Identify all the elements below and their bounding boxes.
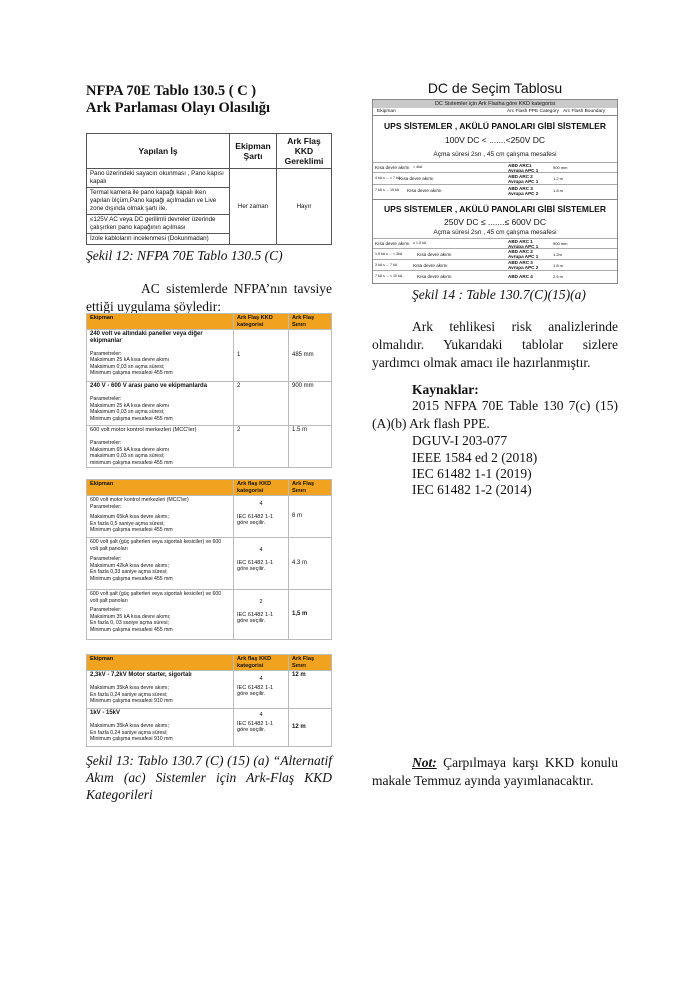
- equipment-title: 600 volt şalt (güç şalterleri veya sigortalı kesiciler) ve 600 volt şalt panoları: [90, 591, 222, 604]
- standard-note: IEC 61482 1-1 göre seçilir.: [237, 513, 274, 526]
- row-current: 1.5 kA ≤ ... < 3kA: [375, 252, 403, 256]
- block-2-voltage: 250V DC ≤ .......≤ 600V DC: [444, 217, 546, 227]
- param-line: Maksimum 65 kA kısa devre akımı: [90, 446, 169, 453]
- param-line: En fazla 0,5 saniye açma süresi;: [90, 520, 165, 527]
- param-line: En fazla 0,24 saniye açma süresi;: [90, 729, 168, 736]
- risk-paragraph: Ark tehlikesi risk analizlerinde olmalıdır. Yukarıdaki tablolar sizlere yardımcı olmak amacı ile hazırlanmıştır.: [372, 319, 618, 370]
- param-line: Maksimum 35kA kısa devre akımı;: [90, 685, 169, 691]
- param-line: Maksimum 25 kA kısa devre akımı: [90, 357, 169, 363]
- row-label: Kısa devre akımı: [375, 241, 410, 246]
- standard-note: IEC 61482 1-1 göre seçilir.: [237, 720, 274, 733]
- block-2-title: UPS SİSTEMLER , AKÜLÜ PANOLARI GİBİ SİSTEMLER: [384, 204, 606, 214]
- param-line: Parametreler:: [90, 440, 122, 446]
- category-value: 4: [259, 547, 263, 553]
- row-category: Avrupa APC 1: [508, 254, 539, 259]
- boundary-cell: 485 mm: [289, 330, 332, 382]
- row-boundary: 900 mm: [553, 165, 568, 170]
- equipment-title: 240 V - 600 V arası pano ve ekipmanlarda: [90, 383, 208, 389]
- equipment-title: 240 volt ve altındaki paneller veya diğer ekipmanlar: [90, 331, 203, 344]
- note-label: Not:: [412, 755, 437, 770]
- col-header-equipment: Ekipman: [87, 480, 234, 496]
- category-value: 4: [259, 501, 263, 507]
- table-row: [87, 538, 332, 590]
- col-header-condition: Ekipman Şartı: [230, 134, 277, 169]
- boundary-cell: 12 m: [289, 671, 332, 709]
- param-line: Minimum çalışma mesafesi 455 mm: [90, 626, 173, 633]
- caption-figure-12: Şekil 12: NFPA 70E Tablo 130.5 (C): [86, 248, 283, 263]
- block-divider: [373, 199, 617, 200]
- standard-note: IEC 61482 1-1 göre seçilir.: [237, 684, 274, 697]
- param-line: Parametreler:: [90, 607, 122, 613]
- col-header-boundary: Arc Flash Boundary: [563, 109, 606, 114]
- param-line: En fazla 0,33 saniye açma süresi;: [90, 569, 168, 575]
- row-boundary: 2.5 m: [553, 274, 564, 279]
- dc-table-title: DC de Seçim Tablosu: [427, 80, 563, 96]
- row-boundary: 1.8 m: [553, 263, 564, 268]
- ac-table-3: [86, 654, 332, 747]
- param-line: Minimum çalışma mesafesi 910 mm: [90, 698, 173, 704]
- col-header-category: Ark flaş KKD kategorisi: [234, 655, 289, 671]
- row-label: Kısa devre akımı: [417, 274, 452, 279]
- ppe-required-cell: Hayır: [277, 169, 332, 245]
- boundary-cell: 900 mm: [289, 382, 332, 426]
- table-row: [87, 426, 332, 468]
- row-current: < 4kA: [413, 165, 423, 169]
- param-line: Parametreler:: [90, 350, 122, 357]
- equipment-title: 600 volt şalt (güç şalterleri veya sigortalı kesiciler) ve 600 volt şalt panoları: [90, 539, 222, 552]
- reference-item: IEC 61482 1-2 (2014): [412, 482, 532, 497]
- row-label: Kısa devre akımı: [417, 252, 452, 257]
- nfpa-table-130-5: [86, 133, 332, 245]
- category-cell: 2: [234, 426, 289, 468]
- row-category: ABD ARC 4: [508, 274, 533, 279]
- row-current: 7 kA ≤ ... < 10 kA: [375, 274, 403, 278]
- reference-item: IEEE 1584 ed 2 (2018): [412, 450, 538, 465]
- note-text: Çarpılmaya karşı KKD konulu makale Temmuz ayında yayımlanacaktır.: [372, 755, 618, 788]
- table-row: [373, 270, 617, 282]
- col-header-boundary: Ark Flaş Sınırı: [289, 480, 332, 496]
- param-line: Minimum çalışma mesafesi 455 mm: [90, 527, 173, 533]
- block-2-note: Açma süresi 2sn , 45 cm çalışma mesafesi: [433, 229, 557, 236]
- reference-item: DGUV-I 203-077: [412, 433, 508, 448]
- reference-item: 2015 NFPA 70E Table 130 7(c) (15)(A)(b) Ark flash PPE.: [372, 398, 618, 431]
- block-1-note: Açma süresi 2sn , 45 cm çalışma mesafesi: [433, 151, 557, 158]
- note-paragraph: [372, 754, 618, 790]
- standard-note: IEC 61482 1-1 göre seçilir.: [237, 559, 274, 572]
- row-boundary: 1.2m: [553, 252, 562, 257]
- table-row: [87, 330, 332, 382]
- table-row: ≤125V AC veya DC gerilimli devreler üzerinde çalışırken pano kapağının açılması: [87, 215, 230, 234]
- table-row: [373, 184, 617, 197]
- category-value: 4: [259, 712, 263, 718]
- dc-table-header: [373, 108, 617, 116]
- caption-figure-13: Şekil 13: Tablo 130.7 (C) (15) (a) “Alternatif Akım (ac) Sistemler için Ark-Flaş KKD Kategorileri: [86, 753, 332, 802]
- row-category: Avrupa APC 1: [508, 179, 539, 184]
- row-category: ABD ARC 3: [508, 260, 533, 265]
- table-row: [87, 590, 332, 640]
- block-1-title: UPS SİSTEMLER , AKÜLÜ PANOLARI GİBİ SİSTEMLER: [384, 121, 606, 131]
- category-cell: 1: [234, 330, 289, 382]
- param-line: Minimum çalışma mesafesi 910 mm: [90, 736, 173, 742]
- boundary-cell: 6 m: [289, 496, 332, 538]
- row-label: Kısa devre akımı: [407, 188, 442, 193]
- param-line: maksimum 0,03 sn açma süresi;: [90, 453, 165, 459]
- caption-figure-14: Şekil 14 : Table 130.7(C)(15)(a): [412, 287, 586, 302]
- row-label: Kısa devre akımı: [413, 263, 448, 268]
- table-row: [87, 382, 332, 426]
- table-row: [87, 671, 332, 709]
- boundary-cell: 4.3 m: [289, 538, 332, 590]
- category-value: 2: [259, 599, 263, 605]
- row-category: Avrupa APC 2: [508, 191, 539, 196]
- boundary-cell: 12 m: [289, 709, 332, 747]
- equipment-title: 1kV - 15kV: [90, 710, 121, 716]
- param-line: Maksimum 0,03 sn açma süresi;: [90, 363, 165, 370]
- col-header-equipment: Ekipman: [87, 655, 234, 671]
- row-boundary: 900 mm: [553, 241, 568, 246]
- table-row: İzole kabloların incelenmesi (Dokunmadan): [87, 234, 230, 245]
- dc-table-band: DC Sistemler için Ark Flasha göre KKD kategorisi: [373, 100, 617, 108]
- heading-line-1: NFPA 70E Tablo 130.5 ( C ): [86, 83, 257, 99]
- param-line: Maksimum 0,03 sn açma süresi;: [90, 409, 165, 415]
- table-row: [87, 709, 332, 747]
- ac-table-2: [86, 479, 332, 640]
- equipment-title: 600 volt motor kontrol merkezleri (MCC'ler): [90, 497, 189, 503]
- row-category: Avrupa APC 1: [508, 244, 539, 249]
- table-row: Termal kamera ile pano kapağı kapalı iken yapılan ölçüm,Pano kapağı açılmadan ve Live zone dışında olmak şartı ile.: [87, 188, 230, 215]
- param-line: Parametreler:: [90, 396, 122, 402]
- row-category: ABD ARC 1: [508, 239, 533, 244]
- param-line: Maksimum 42kA kısa devre akımı;: [90, 562, 169, 569]
- boundary-cell: 1.5 m: [289, 426, 332, 468]
- ac-paragraph: AC sistemlerde NFPA’nın tavsiye ettiği uygulama şöyledir:: [86, 281, 332, 314]
- block-1-voltage: 100V DC < .......<250V DC: [444, 135, 546, 145]
- equipment-title: 2,3kV - 7,2kV Motor starter, sigortalı: [90, 672, 192, 678]
- row-boundary: 1.2 m: [553, 176, 564, 181]
- equipment-title: 600 volt motor kontrol merkezleri (MCC'ler): [90, 427, 197, 433]
- col-header-boundary: Ark Flaş Sınırı: [289, 655, 332, 671]
- row-current: 7 kA ≤ ... 15 kA: [375, 188, 400, 192]
- boundary-cell: 1,5 m: [289, 590, 332, 640]
- section-heading: [86, 83, 270, 117]
- row-label: Kısa devre akımı: [399, 176, 434, 181]
- param-line: Parametreler:: [90, 556, 122, 562]
- condition-cell: Her zaman: [230, 169, 277, 245]
- row-category: ABD ARC 3: [508, 186, 533, 191]
- table-row: [87, 496, 332, 538]
- col-header-equipment: Ekipman: [87, 314, 234, 330]
- param-line: Maksimum 35 kA kısa devre akımı;: [90, 613, 171, 620]
- param-line: Maksimum 25 kA kısa devre akımı: [90, 402, 169, 409]
- row-category: ABD ARC1: [508, 163, 532, 168]
- row-category: ABD ARC 2: [508, 174, 533, 179]
- param-line: Minimum çalışma mesafesi 455 mm: [90, 370, 173, 376]
- standard-note: IEC 61482 1-1 göre seçilir.: [237, 611, 274, 624]
- col-header-ppe-category: Arc Flash PPE Category: [507, 109, 559, 114]
- param-line: En fazla 0, 03 saniye açma süresi;: [90, 620, 170, 626]
- heading-line-2: Ark Parlaması Olayı Olasılığı: [86, 100, 271, 116]
- col-header-work: Yapılan İş: [87, 134, 230, 169]
- col-header-equipment: Ekipman: [377, 109, 396, 114]
- param-line: minimum çalışma mesafesi 455 mm: [90, 459, 173, 466]
- row-current: 3 kA ≤ ... 7 kA: [375, 263, 398, 267]
- param-line: En fazla 0,24 saniye açma süresi;: [90, 691, 168, 698]
- col-header-ppe: Ark Flaş KKD Gereklimi: [277, 134, 332, 169]
- col-header-category: Ark flaş KKD kategorisi: [234, 480, 289, 496]
- row-current: 4 kA ≤ ... < 7 kA: [375, 176, 401, 180]
- category-cell: 2: [234, 382, 289, 426]
- ac-table-1: [86, 313, 332, 468]
- col-header-category: Ark Flaş KKD kategorisi: [234, 314, 289, 330]
- category-value: 4: [259, 676, 263, 682]
- row-label: Kısa devre akımı: [375, 165, 410, 170]
- row-category: Avrupa APC 1: [508, 168, 539, 173]
- param-line: Minimum çalışma mesafesi 455 mm: [90, 415, 173, 422]
- row-category: Avrupa APC 2: [508, 265, 539, 270]
- param-line: Parametreler:: [90, 503, 122, 510]
- param-line: Minimum çalışma mesafesi 455 mm: [90, 575, 173, 582]
- param-line: Maksimum 35kA kısa devre akımı;: [90, 723, 169, 729]
- row-category: ABD ARC 2: [508, 249, 533, 254]
- dc-selection-table: [372, 99, 618, 284]
- row-current: ≤ 1.5 kA: [413, 241, 427, 245]
- row-boundary: 1.8 m: [553, 188, 564, 193]
- param-line: Maksimum 65kA kısa devre akımı;: [90, 514, 169, 520]
- reference-item: IEC 61482 1-1 (2019): [412, 466, 532, 481]
- table-row: Pano üzerindeki sayacın okunması , Pano kapısı kapalı: [87, 169, 230, 188]
- col-header-boundary: Ark Flaş Sınırı: [289, 314, 332, 330]
- references-title: Kaynaklar:: [412, 382, 479, 397]
